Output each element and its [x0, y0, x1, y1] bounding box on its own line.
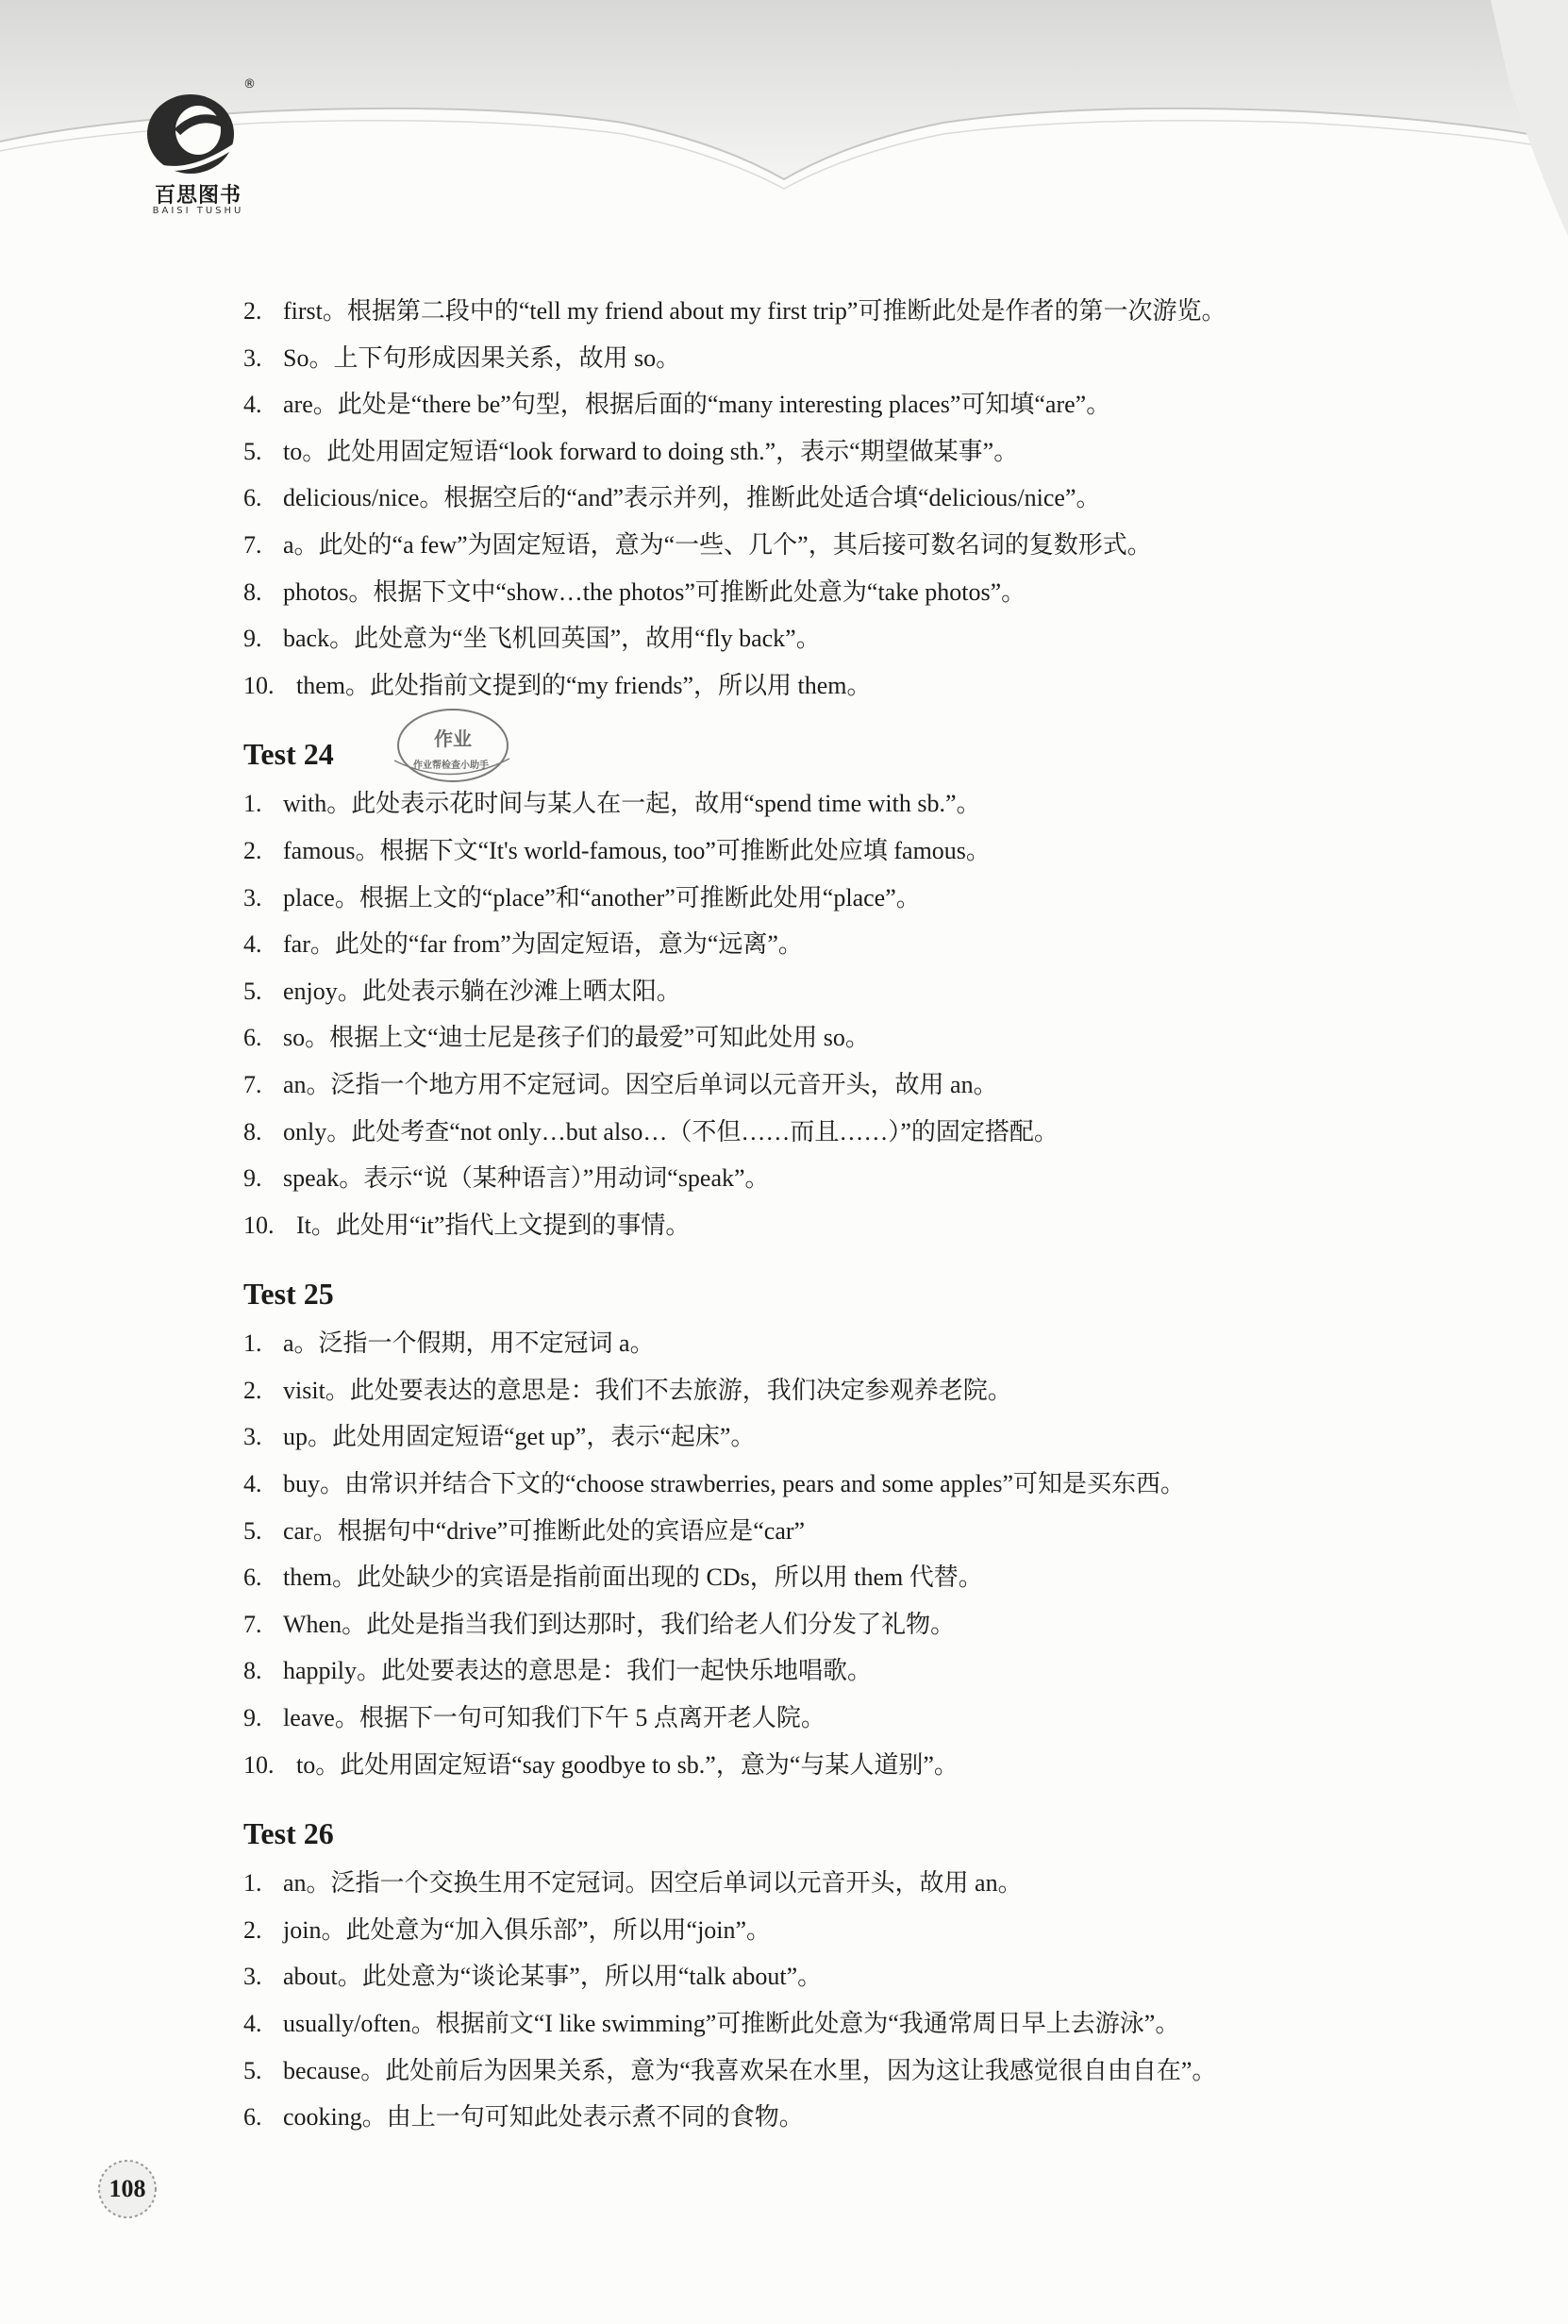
answer-item	[243, 1508, 1423, 1555]
item-number: 2.	[243, 836, 262, 864]
answer-item	[243, 1155, 1423, 1202]
answer-item	[243, 1695, 1423, 1742]
section-test-25	[243, 1248, 1423, 1788]
item-number: 5.	[243, 977, 262, 1005]
item-text: happily。此处要表达的意思是：我们一起快乐地唱歌。	[283, 1657, 872, 1685]
section-test-24	[243, 709, 1423, 1248]
section-title	[243, 1248, 1423, 1320]
answer-item	[243, 335, 1423, 382]
answer-item	[243, 662, 1423, 710]
logo-name: 百思图书	[154, 184, 242, 208]
answer-item	[243, 428, 1423, 476]
logo-subtitle: BAISI TUSHU	[152, 206, 244, 216]
item-number: 1.	[243, 1869, 262, 1898]
answer-item	[243, 1953, 1423, 2000]
item-number: 2.	[243, 1376, 262, 1404]
item-number: 9.	[243, 1704, 262, 1732]
item-text: an。泛指一个交换生用不定冠词。因空后单词以元音开头，故用 an。	[283, 1869, 1023, 1898]
item-number: 9.	[243, 1164, 262, 1193]
answer-item	[243, 1014, 1423, 1062]
item-number: 3.	[243, 343, 262, 372]
item-number: 6.	[243, 1563, 262, 1592]
item-text: back。此处意为“坐飞机回英国”，故用“fly back”。	[283, 625, 821, 653]
item-text: them。此处缺少的宾语是指前面出现的 CDs，所以用 them 代替。	[283, 1563, 983, 1592]
item-number: 4.	[243, 1470, 262, 1498]
answer-item	[243, 1367, 1423, 1414]
item-number: 7.	[243, 530, 262, 559]
item-text: to。此处用固定短语“say goodbye to sb.”，意为“与某人道别”。	[296, 1750, 959, 1779]
item-text: usually/often。根据前文“I like swimming”可推断此处意为“我通常周日早上去游泳”。	[283, 2010, 1180, 2037]
item-number: 5.	[243, 2056, 262, 2084]
item-text: with。此处表示花时间与某人在一起，故用“spend time with sb.”。	[283, 790, 981, 818]
item-number: 6.	[243, 1024, 262, 1052]
item-number: 5.	[243, 1516, 262, 1545]
answer-item	[243, 1461, 1423, 1508]
item-text: It。此处用“it”指代上文提到的事情。	[296, 1211, 691, 1239]
answer-item	[243, 828, 1423, 875]
section-title-text: Test 24	[243, 737, 334, 772]
item-text: When。此处是指当我们到达那时，我们给老人们分发了礼物。	[283, 1610, 956, 1638]
item-number: 4.	[243, 2010, 262, 2037]
item-number: 8.	[243, 1657, 262, 1685]
item-number: 3.	[243, 1423, 262, 1451]
answer-item	[243, 569, 1423, 616]
item-number: 5.	[243, 437, 262, 465]
answer-item	[243, 1601, 1423, 1648]
answer-item	[243, 1907, 1423, 1954]
registered-mark: ®	[243, 77, 256, 92]
item-text: to。此处用固定短语“look forward to doing sth.”，表示“期望做某事”。	[283, 437, 1019, 465]
answer-item	[243, 875, 1423, 922]
item-number: 8.	[243, 577, 262, 606]
item-number: 6.	[243, 484, 262, 512]
item-number: 8.	[243, 1117, 262, 1145]
item-text: speak。表示“说（某种语言）”用动词“speak”。	[283, 1164, 770, 1193]
answer-item	[243, 522, 1423, 569]
answer-content	[243, 288, 1423, 2141]
answer-item	[243, 1554, 1423, 1601]
answer-item	[243, 381, 1423, 428]
item-number: 2.	[243, 297, 262, 325]
section-title	[243, 709, 1423, 780]
item-text: buy。由常识并结合下文的“choose strawberries, pears and some apples”可知是买东西。	[283, 1470, 1186, 1498]
stamp-text-sub: 作业帮检查小助手	[413, 761, 489, 772]
item-text: famous。根据下文“It's world-famous, too”可推断此处应填 famous。	[283, 836, 991, 864]
answer-item	[243, 2000, 1423, 2048]
section-title	[243, 1788, 1423, 1860]
item-text: a。泛指一个假期，用不定冠词 a。	[283, 1329, 655, 1358]
answer-item	[243, 2048, 1423, 2095]
item-number: 1.	[243, 790, 262, 818]
item-text: up。此处用固定短语“get up”，表示“起床”。	[283, 1423, 756, 1451]
answer-item	[243, 968, 1423, 1015]
answer-item	[243, 1742, 1423, 1789]
answer-item	[243, 1647, 1423, 1695]
item-number: 3.	[243, 883, 262, 911]
item-number: 6.	[243, 2103, 262, 2132]
item-text: because。此处前后为因果关系，意为“我喜欢呆在水里，因为这让我感觉很自由自在”。	[283, 2056, 1217, 2084]
item-text: are。此处是“there be”句型，根据后面的“many interesting places”可知填“are”。	[283, 391, 1111, 419]
page-number-text: 108	[108, 2175, 146, 2202]
item-text: So。上下句形成因果关系，故用 so。	[283, 343, 681, 372]
item-number: 2.	[243, 1915, 262, 1944]
item-text: only。此处考查“not only…but also…（不但……而且……）”的固定搭配。	[283, 1117, 1059, 1145]
section-title-text: Test 26	[243, 1816, 334, 1851]
answer-item	[243, 921, 1423, 968]
item-text: place。根据上文的“place”和“another”可推断此处用“place”。	[283, 883, 921, 911]
section-test-26	[243, 1788, 1423, 2141]
stamp-text-main: 作业	[434, 727, 472, 751]
item-number: 4.	[243, 391, 262, 419]
page-number	[94, 2156, 160, 2222]
item-text: far。此处的“far from”为固定短语，意为“远离”。	[283, 930, 803, 959]
section-title-text: Test 25	[243, 1277, 334, 1312]
item-text: leave。根据下一句可知我们下午 5 点离开老人院。	[283, 1704, 826, 1732]
item-text: join。此处意为“加入俱乐部”，所以用“join”。	[283, 1915, 772, 1944]
item-number: 7.	[243, 1610, 262, 1638]
item-text: enjoy。此处表示躺在沙滩上晒太阳。	[283, 977, 681, 1005]
item-text: photos。根据下文中“show…the photos”可推断此处意为“take photos”。	[283, 577, 1026, 606]
item-number: 10.	[243, 671, 275, 699]
answer-item	[243, 1062, 1423, 1109]
answer-item	[243, 1109, 1423, 1156]
item-number: 7.	[243, 1070, 262, 1098]
answer-item	[243, 1202, 1423, 1249]
item-text: an。泛指一个地方用不定冠词。因空后单词以元音开头，故用 an。	[283, 1070, 998, 1098]
section-continuation	[243, 288, 1423, 709]
item-number: 9.	[243, 625, 262, 653]
answer-item	[243, 1860, 1423, 1907]
answer-item	[243, 2094, 1423, 2141]
item-text: first。根据第二段中的“tell my friend about my first trip”可推断此处是作者的第一次游览。	[283, 297, 1226, 325]
answer-item	[243, 475, 1423, 522]
item-text: so。根据上文“迪士尼是孩子们的最爱”可知此处用 so。	[283, 1024, 870, 1052]
stamp-icon	[385, 704, 517, 798]
answer-item	[243, 1413, 1423, 1461]
publisher-logo	[132, 74, 264, 225]
item-text: them。此处指前文提到的“my friends”，所以用 them。	[296, 671, 872, 699]
item-text: a。此处的“a few”为固定短语，意为“一些、几个”，其后接可数名词的复数形式。	[283, 530, 1152, 559]
item-number: 10.	[243, 1750, 275, 1779]
item-text: delicious/nice。根据空后的“and”表示并列，推断此处适合填“delicious/nice”。	[283, 484, 1101, 512]
item-number: 4.	[243, 930, 262, 959]
item-text: about。此处意为“谈论某事”，所以用“talk about”。	[283, 1963, 823, 1991]
item-text: visit。此处要表达的意思是：我们不去旅游，我们决定参观养老院。	[283, 1376, 1012, 1404]
item-text: cooking。由上一句可知此处表示煮不同的食物。	[283, 2103, 804, 2132]
answer-item	[243, 615, 1423, 662]
item-number: 10.	[243, 1211, 275, 1239]
item-number: 1.	[243, 1329, 262, 1358]
item-text: car。根据句中“drive”可推断此处的宾语应是“car”	[283, 1516, 806, 1545]
answer-item	[243, 1320, 1423, 1367]
answer-item	[243, 288, 1423, 335]
item-number: 3.	[243, 1963, 262, 1991]
